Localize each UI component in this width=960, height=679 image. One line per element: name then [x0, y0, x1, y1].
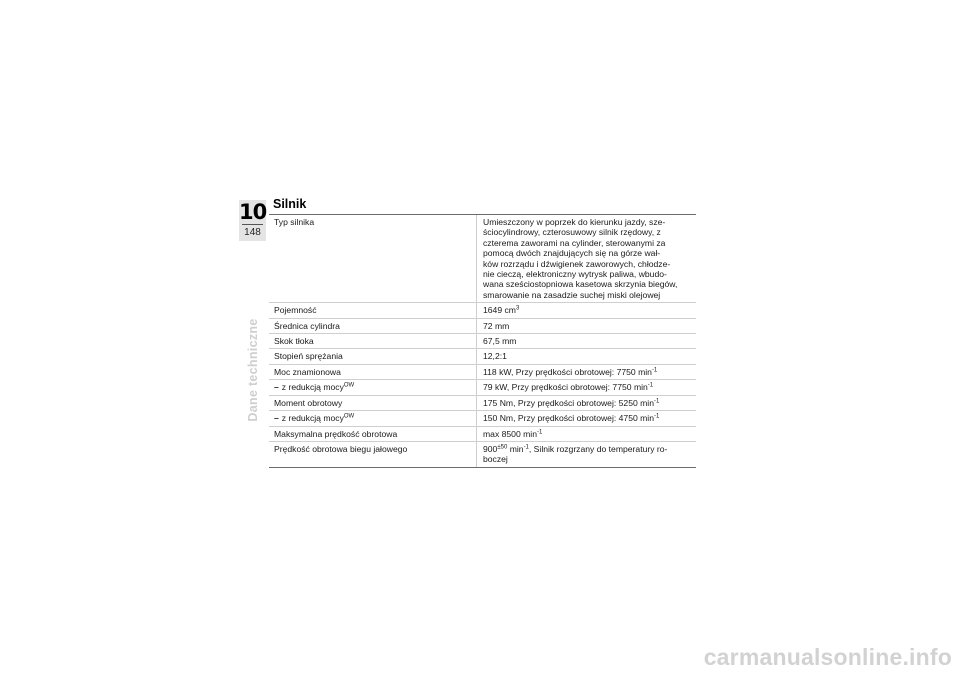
spec-value: 12,2:1: [483, 351, 507, 362]
spec-row: [269, 426, 696, 441]
spec-row: [269, 441, 696, 467]
spec-value: [477, 380, 696, 394]
spec-value-sup: 3: [515, 305, 520, 312]
spec-value-sup: -1: [654, 413, 660, 420]
spec-value-sup: -1: [523, 444, 529, 451]
spec-row: [269, 215, 696, 302]
spec-value-text: 79 kW, Przy prędkości obrotowej: 7750 min: [483, 382, 648, 393]
spec-value: [477, 303, 696, 317]
spec-value-text: min: [507, 443, 524, 454]
chapter-divider: [242, 224, 263, 225]
spec-value: [477, 442, 696, 467]
spec-row: [269, 364, 696, 379]
spec-value-line: nie cieczą, elektroniczny wytrysk paliwa, wbudo-: [483, 269, 667, 280]
spec-value-line: Umieszczony w poprzek do kierunku jazdy, sze-: [483, 217, 666, 227]
spec-value: [477, 396, 696, 410]
spec-value-sup: -1: [654, 398, 660, 405]
spec-value-line: ściocylindrowy, czterosuwowy silnik rzędowy, z: [483, 227, 661, 238]
chapter-number: 10: [239, 200, 267, 224]
spec-label: Stopień sprężania: [269, 349, 477, 363]
spec-label-sup: OW: [343, 413, 355, 420]
spec-label: Maksymalna prędkość obrotowa: [269, 427, 477, 441]
spec-value-line: ków rozrządu i dźwigienek zaworowych, chłodze-: [483, 258, 671, 269]
dash-bullet: –: [274, 413, 279, 424]
spec-value: 72 mm: [483, 320, 510, 331]
spec-row: [269, 395, 696, 410]
spec-row: [269, 348, 696, 363]
spec-row: [269, 333, 696, 348]
spec-row: [269, 379, 696, 394]
spec-value-text: 1649 cm: [483, 305, 516, 316]
spec-row: [269, 410, 696, 425]
section-title: Silnik: [273, 197, 307, 211]
spec-value-line: czterema zaworami na cylinder, sterowanymi za: [483, 237, 666, 248]
spec-table: [269, 214, 696, 468]
spec-row: [269, 302, 696, 317]
spec-value-text: 175 Nm, Przy prędkości obrotowej: 5250 min: [483, 397, 654, 408]
spec-value-sup: -1: [647, 382, 654, 389]
spec-row: [269, 318, 696, 333]
spec-value-sup: ±50: [497, 444, 508, 451]
spec-value: [477, 365, 696, 379]
spec-value-text: , Silnik rozgrzany do temperatury ro-: [528, 443, 668, 454]
spec-value-sup: -1: [651, 367, 658, 374]
spec-label: Prędkość obrotowa biegu jałowego: [269, 442, 477, 467]
spec-label-text: z redukcją mocy: [281, 413, 344, 424]
spec-value-line: wana sześciostopniowa kasetowa skrzynia biegów,: [483, 279, 678, 290]
spec-value-text: max 8500 min: [483, 428, 537, 439]
spec-value: [477, 411, 696, 425]
spec-label-text: z redukcją mocy: [281, 382, 344, 393]
spec-value: [477, 215, 696, 302]
spec-value-line: pomocą dwóch znajdujących się na górze wał-: [483, 248, 661, 259]
spec-value-text: 900: [483, 443, 498, 454]
spec-value-text: 118 kW, Przy prędkości obrotowej: 7750 min: [483, 366, 652, 377]
spec-label: Pojemność: [269, 303, 477, 317]
spec-value-line: smarowanie na zasadzie suchej miski olejowej: [483, 289, 661, 300]
spec-value-line: [483, 444, 692, 454]
spec-label-sup: OW: [343, 382, 355, 389]
spec-label: Średnica cylindra: [269, 319, 477, 333]
spec-label: Typ silnika: [269, 215, 477, 302]
section-side-label: Dane techniczne: [246, 318, 260, 422]
spec-value: [477, 427, 696, 441]
spec-label: [269, 380, 477, 394]
watermark: carmanualsonline.info: [703, 644, 952, 670]
spec-value-text: 150 Nm, Przy prędkości obrotowej: 4750 min: [483, 413, 654, 424]
spec-value-line: boczej: [483, 454, 508, 465]
spec-label: [269, 411, 477, 425]
dash-bullet: –: [274, 382, 279, 393]
page-number: 148: [244, 227, 261, 238]
spec-label: Skok tłoka: [269, 334, 477, 348]
chapter-tab: [239, 200, 266, 241]
spec-label: Moment obrotowy: [269, 396, 477, 410]
spec-value-sup: -1: [536, 429, 543, 435]
spec-value: 67,5 mm: [483, 336, 517, 347]
spec-label: Moc znamionowa: [269, 365, 477, 379]
